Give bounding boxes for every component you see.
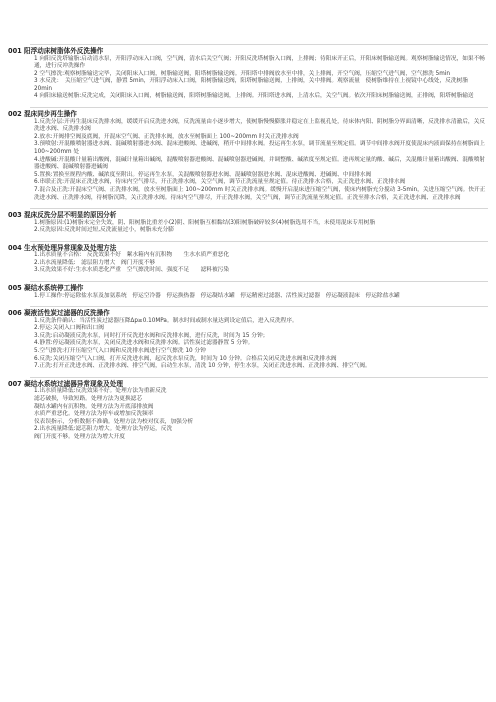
section-006 [0, 306, 496, 371]
section-title: 002 混床同步再生操作 [8, 110, 77, 119]
section-002 [0, 107, 496, 202]
section-title: 006 凝液活性炭过滤器的反洗操作 [8, 309, 110, 318]
paragraph: 3 水反洗： 关压缩空气进气阀，静置 5min，开阳浮动床入口阀，阳树脂输送阀，阳塔树脂输送阀，上排阀，关中排阀。观察流量 使树脂维持在上视镜中心线处，反洗树脂 20min [34, 78, 468, 92]
paragraph: 1.出水质量降低:反洗效果不好。处理方法为重新反洗 [34, 388, 167, 395]
paragraph: 凝结水罐内有沉积物。处理方法为开底部排放阀 [34, 403, 154, 410]
paragraph: 阀门开度不够。处理方法为增大开度 [34, 433, 125, 440]
paragraph: 水质严重恶化。处理方法为停车或增加反洗频率 [34, 411, 154, 418]
section-title: 005 凝结水系统停工操作 [8, 284, 84, 293]
section-title: 001 阳浮动床树脂体外反洗操作 [8, 47, 104, 55]
paragraph: 2.反洗原因:反洗时间过短,反洗流量过小，树脂未充分膨 [34, 227, 174, 234]
paragraph: 6.串联正洗:开混床正洗进水阀，待床内空气排尽，开正洗排水阀，关空气阀，调节正洗流量至规定值。待正洗排水合格，关正洗进水阀、正洗排水阀 [34, 179, 406, 186]
paragraph: 2.出水流量降低:滤芯阻力增大。处理方法为停运，反洗 [34, 426, 173, 433]
section-title: 004 生水预处理异常现象及处理方法 [8, 243, 117, 252]
paragraph: 5.空气擦洗:打开压缩空气入口阀和反洗排水阀进行空气擦洗 10 分钟 [34, 348, 206, 355]
section-005 [0, 281, 496, 300]
section-004 [0, 241, 496, 275]
paragraph: 2.放水:开阀排空阀及底阀，开混床空气阀、正洗排水阀，放水至树脂面上 100~200mm 时关正洗排水阀 [34, 133, 299, 140]
paragraph: 3.预喷射:开混酸喷射器进水阀、混碱喷射器进水阀、混床进酸阀、进碱阀，稍开中间排水阀。投运再生水泵，调节流量至规定值。调节中间排水阀开度使混床内液面保持在树脂面上 100~200mm 处 [34, 141, 485, 155]
paragraph: 1 向阳反洗塔输脂:启动清水泵，开阳浮动床入口阀，空气阀，清水后关空气阀；开阳反洗塔树脂入口阀，上排阀；待阳床开正后，开阳床树脂输送阀。观察树脂输送情况，如果不畅通，进行反冲洗操作 [34, 55, 485, 70]
paragraph: 1.树脂原因:(1)树脂未完全失效，阴、阳树脂比重差小(2)阴、阳树脂互相黏结(3)阳树脂破碎较多(4)树脂选用不当，未使用混床专用树脂 [34, 219, 376, 226]
section-title: 003 混床反洗分层不明显的原因分析 [8, 211, 117, 220]
paragraph: 4.进酸碱:开混酸计量箱出酸阀，混碱计量箱出碱阀，混酸喷射器进酸阀、混碱喷射器进碱阀，并调整酸、碱浓度至规定值。进再规定量的酸、碱后，关混酸计量箱出酸阀、混酸喷射器进酸阀、混碱喷射器进碱阀 [34, 156, 485, 171]
paragraph: 7.正洗:打开正洗进水阀、正洗排水阀、排空气阀，启动生水泵，清洗 10 分钟，停生水泵，关闭正洗进水阀、正洗排水阀、排空气阀。 [34, 363, 371, 370]
paragraph: 4 向阳床输送树脂:反洗完成，关闭阳床入口阀，树脂输送阀，阳塔树脂输送阀，上排阀。开阳塔进水阀，上清水后，关空气阀。依次开阳床树脂输送阀，正排阀，阳塔树脂输送 [34, 93, 474, 100]
paragraph: 6.反洗:关闭压缩空气入口阀，打开反洗进水阀，起反洗水泵反洗，时间为 10 分钟。合格后关闭反洗进水阀和反洗排水阀 [34, 355, 337, 362]
paragraph: 1.出水质量不合格: 反洗效果不好 絮水箱内有沉积物 生水水质严重恶化 [34, 252, 230, 259]
paragraph: 仪表误指示，分析数据不准确。处理方法为校对仪表，加强分析 [34, 418, 194, 425]
paragraph: 5.置换:置换至规程内酸、碱浓度至附出。停运再生水泵，关混酸喷射器进水阀、混碱喷射器进水阀、混床进酸阀、进碱阀、中间排水阀 [34, 171, 372, 178]
paragraph: 3.反洗:启动凝液反洗水泵，同时打开反洗进水阀和反洗排水阀，进行反洗，时间为 15 分钟； [34, 332, 269, 339]
paragraph: 7.混合及正洗:开混床空气阀、正洗排水阀，放水至树脂面上 100~200mm 时关正洗排水阀。缓慢开启混床进压缩空气阀，使床内树脂充分搅动 3-5min，关进压缩空气阀。快开正洗进水阀、正洗排水阀，待树脂沉降，关正洗排水阀。待床内空气排尽，开正洗排水阀，关空气阀，调节正洗流量至规定值。正洗至排水合格，关正洗进水阀、正洗排水阀 [34, 186, 486, 201]
section-007 [0, 377, 496, 442]
paragraph: 滤芯破损，导致短路。处理方法为更换滤芯 [34, 395, 143, 402]
paragraph: 2.停运:关闭入口阀和出口阀 [34, 325, 104, 332]
paragraph: 2.出水流量降低: 滤层阻力增大 阀门开度不够 [34, 259, 156, 266]
paragraph: 2 空气擦洗:观察树脂输送完毕，关闭阳床入口阀，树脂输送阀，阳塔树脂输送阀。开阳塔中排阀放水至中排，关上排阀，开空气阀，压缩空气进气阀，空气擦洗 5min [34, 70, 450, 77]
section-001 [0, 44, 496, 101]
paragraph: 4.静置:停运凝液反洗水泵，关闭反洗进水阀和反洗排水阀。活性炭过滤器静置 5 分钟。 [34, 340, 254, 347]
paragraph: 1.反洗分层:开再生混床反洗排水阀，缓缓开启反洗进水阀，反洗流量由小逐步增大，使树脂慢慢膨胀并稳定在上监视孔处，待床体内阳、阴树脂分界面清晰，反洗排水清澈后，关反洗进水阀、反洗排水阀 [34, 118, 485, 133]
paragraph: 1.停工操作:停运除盐水泵及加氨系统 停运空冷器 停运换热器 停运凝结水罐 停运精密过滤器、活性炭过滤器 停运凝液混床 停运除盐水罐 [34, 292, 400, 299]
section-title: 007 凝结水系统过滤器异常现象及处理 [8, 379, 123, 388]
paragraph: 1.反洗条件确认：当活性炭过滤器压降Δp≥0.10MPa。制水时间或制水量达到设定值后，进入反洗程序。 [34, 317, 298, 324]
section-003 [0, 208, 496, 235]
paragraph: 3.反洗效果不好:生水水质恶化严重 空气擦洗时间、强度不足 滤料被污染 [34, 267, 230, 274]
